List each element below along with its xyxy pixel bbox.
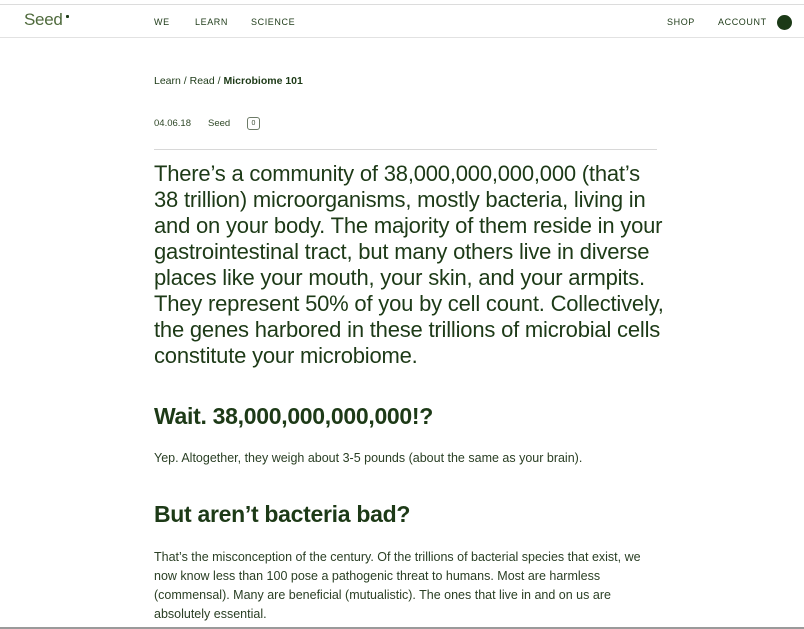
breadcrumb-current: Microbiome 101 [223,75,303,87]
section-heading-2: But aren’t bacteria bad? [154,501,411,527]
breadcrumb-separator: / [217,75,224,87]
breadcrumb-learn[interactable]: Learn [154,75,181,87]
nav-science[interactable]: SCIENCE [251,17,296,27]
account-avatar-icon[interactable] [777,15,792,30]
nav-we[interactable]: WE [154,17,170,27]
nav-learn[interactable]: LEARN [195,17,229,27]
site-header [0,5,804,38]
article-date: 04.06.18 [154,118,191,129]
breadcrumb-read[interactable]: Read [189,75,215,87]
article-lead: There’s a community of 38,000,000,000,000 (that’s 38 trillion) microorganisms, mostly bacteria, living in and on your body. The majority of them reside in your gastrointestinal tract, but many others live in diverse places like your mouth, your skin, and your armpits. They represent 50% of you by cell count. Collectively, the genes harbored in these trillions of microbial cells constitute your microbiome. [154,161,664,368]
article-author[interactable]: Seed [208,118,231,129]
section-heading-1: Wait. 38,000,000,000,000!? [154,403,434,429]
nav-account[interactable]: ACCOUNT [718,17,767,27]
seed-logo[interactable]: Seed [24,10,63,29]
section-paragraph-2: That’s the misconception of the century. Of the trillions of bacterial species that exist, we now know less than 100 pose a pathogenic threat to humans. Most are harmless (commensal). Many are beneficial (mutualistic). The ones that live in and on us are absolutely essential. [154,550,641,621]
breadcrumb-separator: / [183,75,190,87]
divider [154,149,657,150]
breadcrumb [154,75,303,87]
comment-icon[interactable]: 0 [247,117,260,130]
section-paragraph-1: Yep. Altogether, they weigh about 3-5 pounds (about the same as your brain). [154,451,583,465]
logo-dot-icon [66,15,69,18]
nav-shop[interactable]: SHOP [667,17,695,27]
